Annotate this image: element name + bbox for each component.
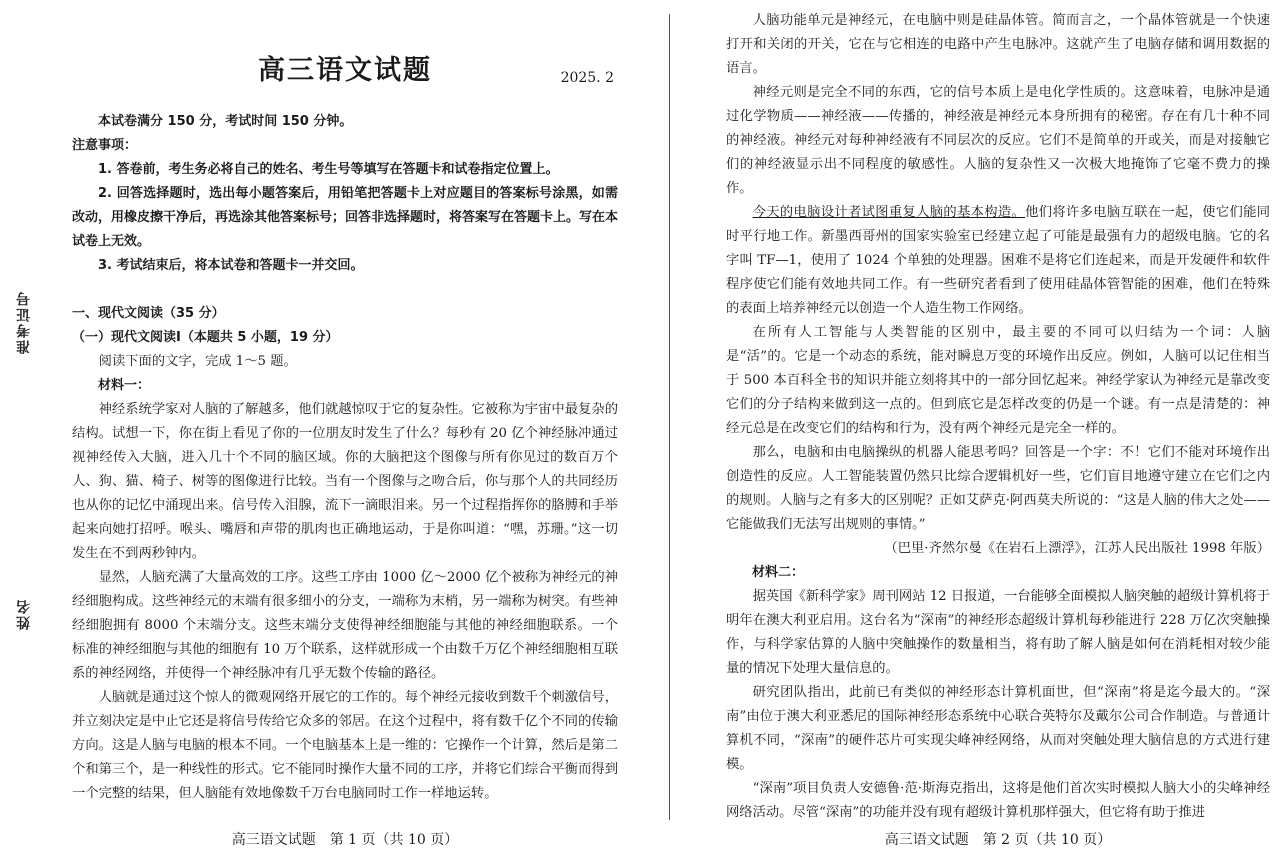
page-title: 高三语文试题: [258, 55, 432, 86]
page-1-content: [72, 110, 618, 806]
material-1-label: 材料一：: [98, 378, 151, 393]
paragraph: 神经元则是完全不同的东西，它的信号本质上是电化学性质的。这意味着，电脉冲是通过化学物质——神经液——传播的，神经液是神经元本身所拥有的秘密。存在有几十种不同的神经液。神经元对每种神经液有不同层次的反应。它们不是简单的开或关，而是对接触它们的神经液显示出不同程度的敏感性。人脑的复杂性又一次极大地掩饰了它毫不费力的操作。: [726, 85, 1270, 196]
material-2-label: 材料二：: [752, 565, 805, 580]
paragraph: “深南”项目负责人安德鲁·范·斯海克指出，这将是他们首次实时模拟人脑大小的尖峰神经网络活动。尽管“深南”的功能并没有现有超级计算机那样强大，但它将有助于推进: [726, 781, 1270, 820]
paragraph: 显然，人脑充满了大量高效的工序。这些工序由 1000 亿～2000 亿个被称为神经元的神经细胞构成。这些神经元的末端有很多细小的分支，一端称为末梢，另一端称为树突。有些神经细胞拥有 8000 个末端分支。这些末端分支使得神经细胞能与其他的神经细胞联系。一个标准的神经细胞与其他的细胞有 10 万个联系，这样就形成一个由数千万亿个神经细胞相互联系的神经网络，并使得一个神经脉冲有几乎无数个传输的路径。: [72, 570, 618, 681]
subsection-heading: （一）现代文阅读Ⅰ（本题共 5 小题，19 分）: [72, 330, 339, 345]
spacer: [72, 278, 618, 302]
notice-item-3: 3. 考试结束后，将本试卷和答题卡一并交回。: [98, 258, 364, 273]
page-footer: 高三语文试题 第 2 页（共 10 页）: [884, 832, 1112, 848]
page-2-content: [726, 9, 1270, 825]
exam-id-label: 准考证号: [16, 290, 32, 354]
exam-intro: 本试卷满分 150 分，考试时间 150 分钟。: [98, 114, 353, 129]
paragraph: 研究团队指出，此前已有类似的神经形态计算机面世，但“深南”将是迄今最大的。“深南”由位于澳大利亚悉尼的国际神经形态系统中心联合英特尔及戴尔公司合作制造。与普通计算机不同，“深南”的硬件芯片可实现尖峰神经网络，从而对突触处理大脑信息的方式进行建模。: [726, 685, 1270, 772]
page-divider: [669, 14, 670, 820]
paragraph: 在所有人工智能与人类智能的区别中，最主要的不同可以归结为一个词：人脑是“活”的。它是一个动态的系统，能对瞬息万变的环境作出反应。例如，人脑可以记住相当于 500 本百科全书的知识并能立刻将其中的一部分回忆起来。神经学家认为神经元是靠改变它们的分子结构来做到这一点的。但到底它是怎样改变的仍是一个谜。有一点是清楚的：神经元总是在改变它们的结构和行为，没有两个神经元是完全一样的。: [726, 325, 1270, 436]
paragraph: 那么，电脑和由电脑操纵的机器人能思考吗？回答是一个字：不！它们不能对环境作出创造性的反应。人工智能装置仍然只比综合逻辑机好一些，它们盲目地遵守建立在它们之内的规则。人脑与之有多大的区别呢？正如艾萨克·阿西莫夫所说的：“这是人脑的伟大之处——它能做我们无法写出规则的事情。”: [726, 445, 1270, 532]
paragraph: 人脑功能单元是神经元，在电脑中则是硅晶体管。简而言之，一个晶体管就是一个快速打开和关闭的开关，它在与它相连的电路中产生电脉冲。这就产生了电脑存储和调用数据的语言。: [726, 13, 1270, 76]
paragraph: 人脑就是通过这个惊人的微观网络开展它的工作的。每个神经元接收到数千个刺激信号，并立刻决定是中止它还是将信号传给它众多的邻居。在这个过程中，将有数千亿个不同的传输方向。这是人脑与电脑的根本不同。一个电脑基本上是一维的：它操作一个计算，然后是第二个和第三个，是一种线性的形式。它不能同时操作大量不同的工序，并将它们综合平衡而得到一个完整的结果，但人脑能有效地像数千万台电脑同时工作一样地运转。: [72, 690, 618, 801]
paragraph: 神经系统学家对人脑的了解越多，他们就越惊叹于它的复杂性。它被称为宇宙中最复杂的结构。试想一下，你在街上看见了你的一位朋友时发生了什么？每秒有 20 亿个神经脉冲通过视神经传入大脑，进入几十个不同的脑区域。你的大脑把这个图像与所有你见过的数百万个人、狗、猫、椅子、树等的图像进行比较。当有一个图像与之吻合后，你与那个人的共同经历也从你的记忆中涌现出来。信号传入泪腺，流下一滴眼泪来。另一个过程指挥你的胳膊和手举起来向她打招呼。喉头、嘴唇和声带的肌肉也正确地运动，于是你叫道：“嘿，苏珊。”这一切发生在不到两秒钟内。: [72, 402, 618, 561]
notice-item-2: 2. 回答选择题时，选出每小题答案后，用铅笔把答题卡上对应题目的答案标号涂黑，如需改动，用橡皮擦干净后，再选涂其他答案标号；回答非选择题时，将答案写在答题卡上。写在本试卷上无效。: [72, 186, 619, 249]
paragraph: 据英国《新科学家》周刊网站 12 日报道，一台能够全面模拟人脑突触的超级计算机将于明年在澳大利亚启用。这台名为“深南”的神经形态超级计算机每秒能进行 228 万亿次突触操作，与科学家估算的人脑中突触操作的数量相当，将有助了解人脑是如何在消耗相对较少能量的情况下处理大量信息的。: [726, 589, 1270, 676]
page-footer: 高三语文试题 第 1 页（共 10 页）: [231, 832, 459, 848]
title-row: [72, 54, 618, 110]
page-1: [72, 0, 618, 861]
paragraph: [726, 201, 1270, 321]
notice-item-1: 1. 答卷前，考生务必将自己的姓名、考生号等填写在答题卡和试卷指定位置上。: [98, 162, 559, 177]
reading-instruction: 阅读下面的文字，完成 1～5 题。: [98, 354, 297, 369]
underlined-sentence: 今天的电脑设计者试图重复人脑的基本构造。: [752, 205, 1026, 220]
paragraph-text: 他们将许多电脑互联在一起，使它们能同时平行地工作。新墨西哥州的国家实验室已经建立起了可能是最强有力的超级电脑。它的名字叫 TF—1，使用了 1024 个单独的处理器。困难不是将它们连起来，而是开发硬件和软件程序使它们能有效地共同工作。有一些研究者看到了使用硅晶体管智能的困难，他们在特殊的表面上培养神经元以创造一个人造生物工作网络。: [726, 205, 1271, 316]
page-2: [726, 0, 1270, 861]
name-label: 姓名: [16, 598, 32, 630]
section-heading: 一、现代文阅读（35 分）: [72, 306, 225, 321]
source-citation: （巴里·齐然尔曼《在岩石上漂浮》，江苏人民出版社 1998 年版）: [884, 541, 1270, 556]
exam-date: 2025. 2: [560, 70, 614, 86]
notice-heading: 注意事项：: [72, 138, 138, 153]
